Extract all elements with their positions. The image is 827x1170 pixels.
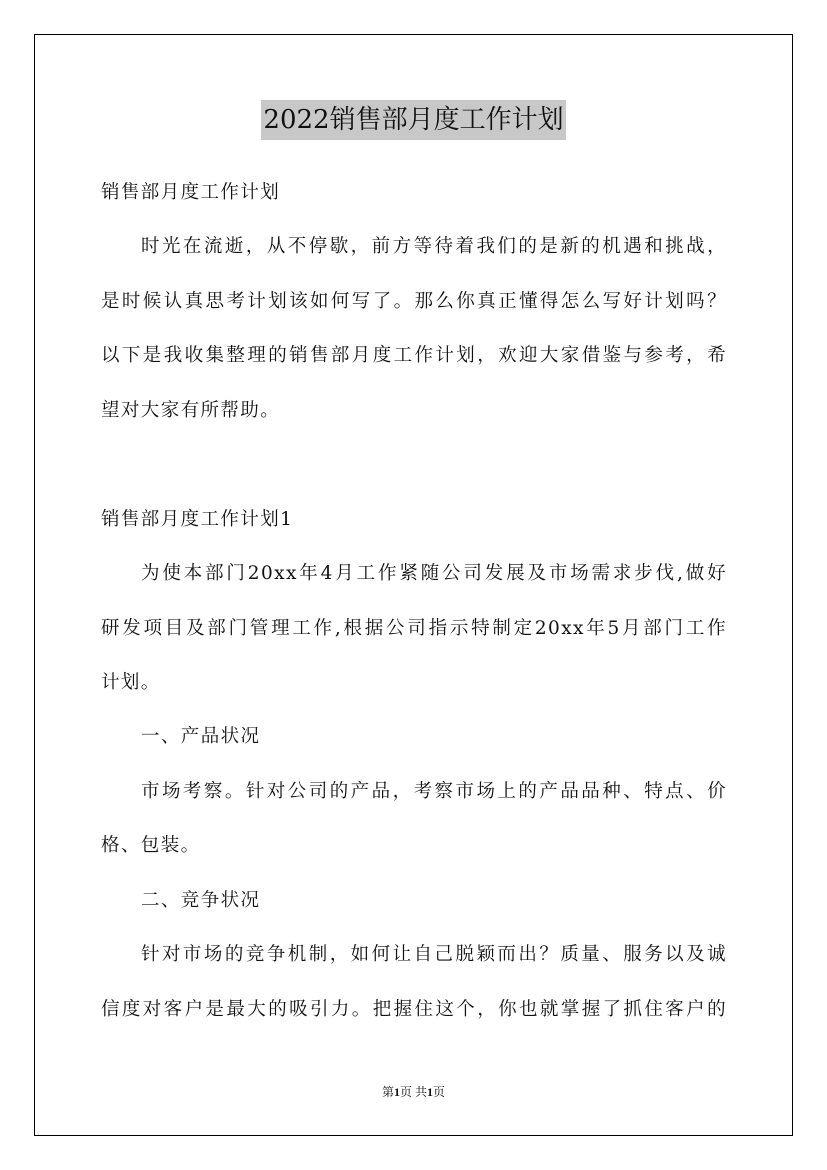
footer-page-total: 1	[427, 1085, 433, 1099]
paragraph-line: 是时候认真思考计划该如何写了。那么你真正懂得怎么写好计划吗？	[101, 291, 727, 312]
paragraph-line: 以下是我收集整理的销售部月度工作计划，欢迎大家借鉴与参考，希	[101, 345, 727, 366]
footer-page-current: 1	[393, 1085, 400, 1099]
footer-page-mid: 页 共	[399, 1085, 427, 1099]
section-heading: 销售部月度工作计划1	[101, 509, 294, 530]
paragraph-line: 研发项目及部门管理工作,根据公司指示特制定20xx年5月部门工作	[101, 618, 727, 639]
paragraph-line: 格、包装。	[101, 835, 201, 856]
paragraph-line: 市场考察。针对公司的产品，考察市场上的产品品种、特点、价	[141, 781, 727, 802]
paragraph-line: 为使本部门20xx年4月工作紧随公司发展及市场需求步伐,做好	[141, 563, 727, 584]
document-title: 2022销售部月度工作计划	[261, 100, 565, 140]
title-container	[0, 100, 827, 140]
paragraph-line: 针对市场的竞争机制，如何让自己脱颖而出？质量、服务以及诚	[141, 944, 727, 965]
paragraph-line: 计划。	[101, 672, 161, 693]
paragraph-line: 信度对客户是最大的吸引力。把握住这个，你也就掌握了抓住客户的	[101, 999, 727, 1020]
item-heading: 二、竞争状况	[141, 890, 261, 911]
paragraph-line: 时光在流逝，从不停歇，前方等待着我们的是新的机遇和挑战，	[141, 236, 727, 257]
footer-page-prefix: 第	[381, 1085, 394, 1099]
item-heading: 一、产品状况	[141, 726, 261, 747]
paragraph-line: 望对大家有所帮助。	[101, 400, 281, 421]
footer-page-suffix: 页	[433, 1085, 446, 1099]
page-footer	[0, 1083, 827, 1101]
subtitle: 销售部月度工作计划	[101, 182, 281, 203]
